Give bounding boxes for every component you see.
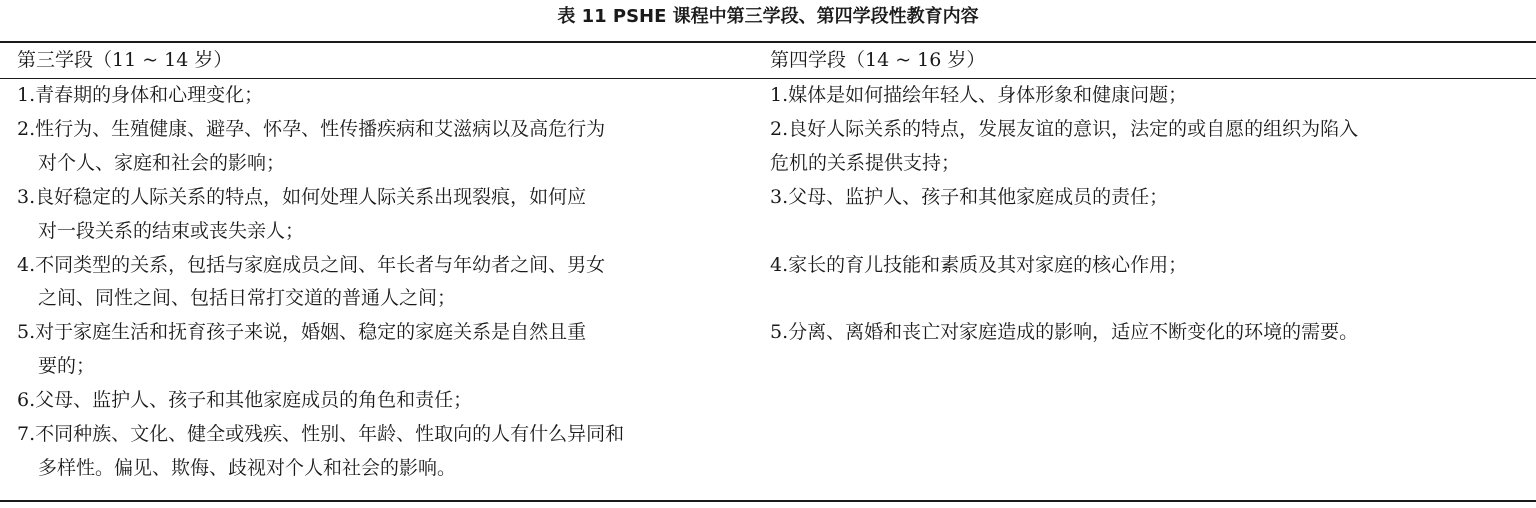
list-item-text: 6.父母、监护人、孩子和其他家庭成员的角色和责任；	[17, 389, 473, 412]
list-item-text: 2.性行为、生殖健康、避孕、怀孕、性传播疾病和艾滋病以及高危行为	[17, 117, 606, 140]
stage3-item-4	[17, 249, 745, 317]
list-item-text: 3.父母、监护人、孩子和其他家庭成员的责任；	[770, 185, 1169, 208]
stage3-column	[17, 79, 745, 486]
table-caption: 表 11 PSHE 课程中第三学段、第四学段性教育内容	[557, 6, 979, 27]
list-item-text: 1.青春期的身体和心理变化；	[17, 84, 264, 106]
list-item-continuation: 要的；	[38, 355, 96, 378]
stage3-item-6	[17, 384, 745, 418]
stage3-item-1	[17, 79, 745, 113]
table-top-rule	[0, 41, 1536, 43]
stage4-item-5	[770, 316, 1525, 350]
header-stage3: 第三学段（11 ~ 14 岁）	[17, 49, 233, 71]
list-item-continuation: 对个人、家庭和社会的影响；	[38, 151, 286, 174]
stage4-item-3	[770, 181, 1525, 249]
list-item-continuation: 危机的关系提供支持；	[770, 151, 961, 174]
list-item-text: 4.不同类型的关系，包括与家庭成员之间、年长者与年幼者之间、男女	[17, 253, 606, 276]
list-item-continuation: 之间、同性之间、包括日常打交道的普通人之间；	[38, 287, 457, 310]
header-stage4: 第四学段（14 ~ 16 岁）	[770, 49, 986, 71]
stage3-item-5	[17, 316, 745, 384]
stage3-item-3	[17, 181, 745, 249]
list-item-text: 4.家长的育儿技能和素质及其对家庭的核心作用；	[770, 253, 1188, 276]
list-item-text: 3.良好稳定的人际关系的特点，如何处理人际关系出现裂痕，如何应	[17, 185, 587, 208]
list-item-text: 2.良好人际关系的特点，发展友谊的意识，法定的或自愿的组织为陷入	[770, 117, 1359, 140]
list-item-text: 5.分离、离婚和丧亡对家庭造成的影响，适应不断变化的环境的需要。	[770, 321, 1359, 344]
list-item-text: 7.不同种族、文化、健全或残疾、性别、年龄、性取向的人有什么异同和	[17, 423, 625, 446]
list-item-continuation: 多样性。偏见、欺侮、歧视对个人和社会的影响。	[38, 456, 457, 479]
list-item-continuation: 对一段关系的结束或丧失亲人；	[38, 219, 305, 242]
stage3-item-7	[17, 418, 745, 486]
stage4-column	[770, 79, 1525, 350]
stage4-item-1	[770, 79, 1525, 113]
stage4-item-2	[770, 113, 1525, 181]
list-item-text: 1.媒体是如何描绘年轻人、身体形象和健康问题；	[770, 84, 1188, 106]
table-bottom-rule	[0, 500, 1536, 502]
stage3-item-2	[17, 113, 745, 181]
list-item-text: 5.对于家庭生活和抚育孩子来说，婚姻、稳定的家庭关系是自然且重	[17, 321, 587, 344]
stage4-item-4	[770, 249, 1525, 317]
